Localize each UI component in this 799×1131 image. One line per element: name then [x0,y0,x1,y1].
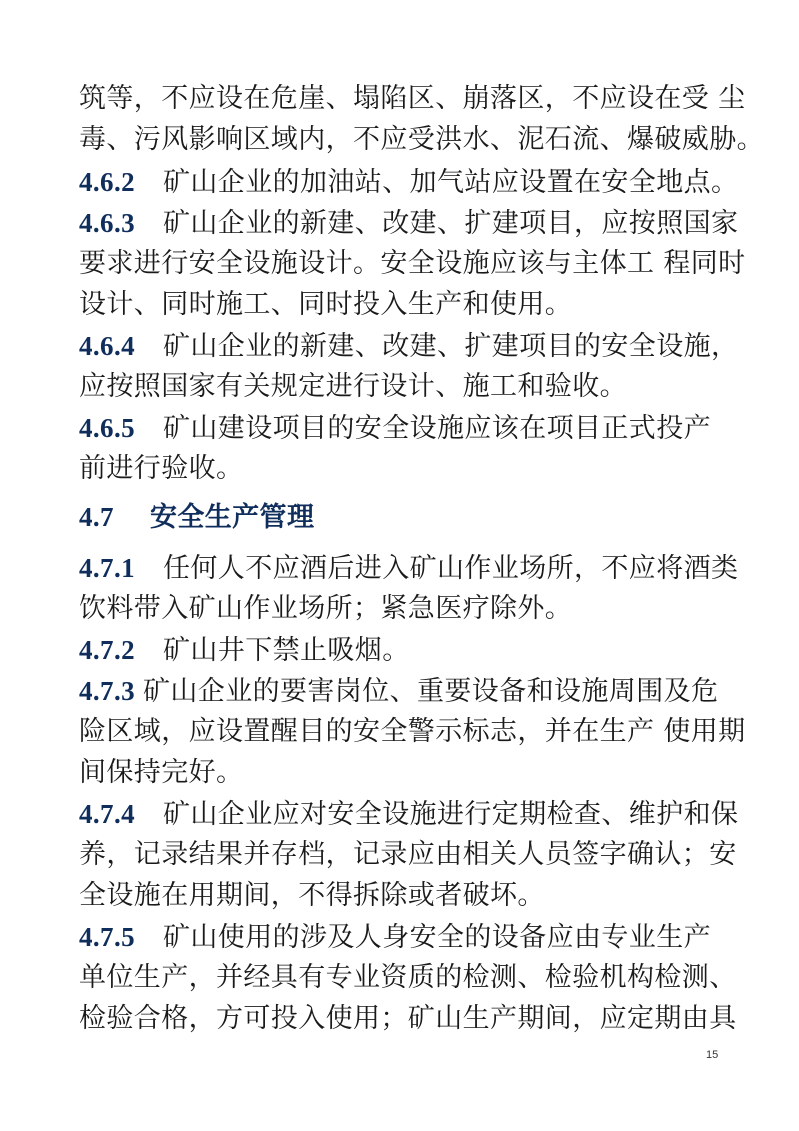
clause-number: 4.7.1 [79,553,135,583]
clause-number: 4.7.3 [79,676,135,706]
clause-4-6-3 [79,203,739,244]
line-text: 间保持完好。 [79,757,244,788]
clause-number: 4.7.4 [79,799,135,829]
paragraph-line [79,753,739,793]
paragraph-line [79,367,739,407]
clause-text: 矿山使用的涉及人身安全的设备应由专业生产 [163,922,711,953]
clause-4-7-4 [79,794,739,835]
line-text: 养，记录结果并存档，记录应由相关人员签字确认；安 [79,839,737,870]
paragraph-line [79,79,746,119]
clause-text: 矿山建设项目的安全设施应该在项目正式投产 [163,413,711,444]
clause-number: 4.7.2 [79,635,135,665]
paragraph-line [79,958,739,998]
line-text: 应按照国家有关规定进行设计、施工和验收。 [79,371,627,402]
line-text: 设计、同时施工、同时投入生产和使用。 [79,289,573,320]
clause-number: 4.6.4 [79,331,135,361]
section-number: 4.7 [79,502,114,532]
clause-text: 矿山企业的加油站、加气站应设置在安全地点。 [163,167,739,198]
line-text: 险区域，应设置醒目的安全警示标志，并在生产 使用期 [79,716,746,747]
line-text: 筑等，不应设在危崖、塌陷区、崩落区，不应设在受 尘 [79,83,746,114]
clause-text: 矿山企业的新建、改建、扩建项目的安全设施， [163,331,739,362]
paragraph-line [79,712,746,752]
section-title: 安全生产管理 [149,502,315,533]
paragraph-line [79,449,739,489]
section-heading [79,497,739,538]
clause-number: 4.7.5 [79,922,135,952]
line-text: 全设施在用期间，不得拆除或者破坏。 [79,880,545,911]
clause-4-6-4 [79,326,739,367]
clause-4-7-5 [79,917,739,958]
clause-number: 4.6.5 [79,413,135,443]
clause-4-7-2 [79,630,739,671]
clause-text: 矿山企业应对安全设施进行定期检查、维护和保 [163,799,739,830]
clause-text: 矿山企业的新建、改建、扩建项目，应按照国家 [163,208,739,239]
clause-text: 矿山企业的要害岗位、重要设备和设施周围及危 [143,676,719,707]
paragraph-line [79,835,739,875]
clause-text: 任何人不应酒后进入矿山作业场所，不应将酒类 [163,553,739,584]
line-text: 饮料带入矿山作业场所；紧急医疗除外。 [79,593,573,624]
line-text: 前进行验收。 [79,453,244,484]
clause-4-7-1 [79,548,739,589]
clause-number: 4.6.3 [79,208,135,238]
line-text: 检验合格，方可投入使用；矿山生产期间，应定期由具 [79,1003,737,1034]
paragraph-line [79,120,764,160]
line-text: 单位生产，并经具有专业资质的检测、检验机构检测、 [79,962,737,993]
clause-4-6-2 [79,162,739,203]
clause-4-7-3 [79,671,739,712]
line-text: 要求进行安全设施设计。安全设施应该与主体工 程同时 [79,248,746,279]
paragraph-line [79,876,739,916]
line-text: 毒、污风影响区域内，不应受洪水、泥石流、爆破威胁。 [79,124,764,155]
clause-number: 4.6.2 [79,167,135,197]
clause-4-6-5 [79,408,739,449]
page-number: 15 [706,1049,719,1061]
paragraph-line [79,999,739,1039]
clause-text: 矿山井下禁止吸烟。 [163,635,410,666]
paragraph-line [79,589,739,629]
paragraph-line [79,244,746,284]
paragraph-line [79,285,739,325]
